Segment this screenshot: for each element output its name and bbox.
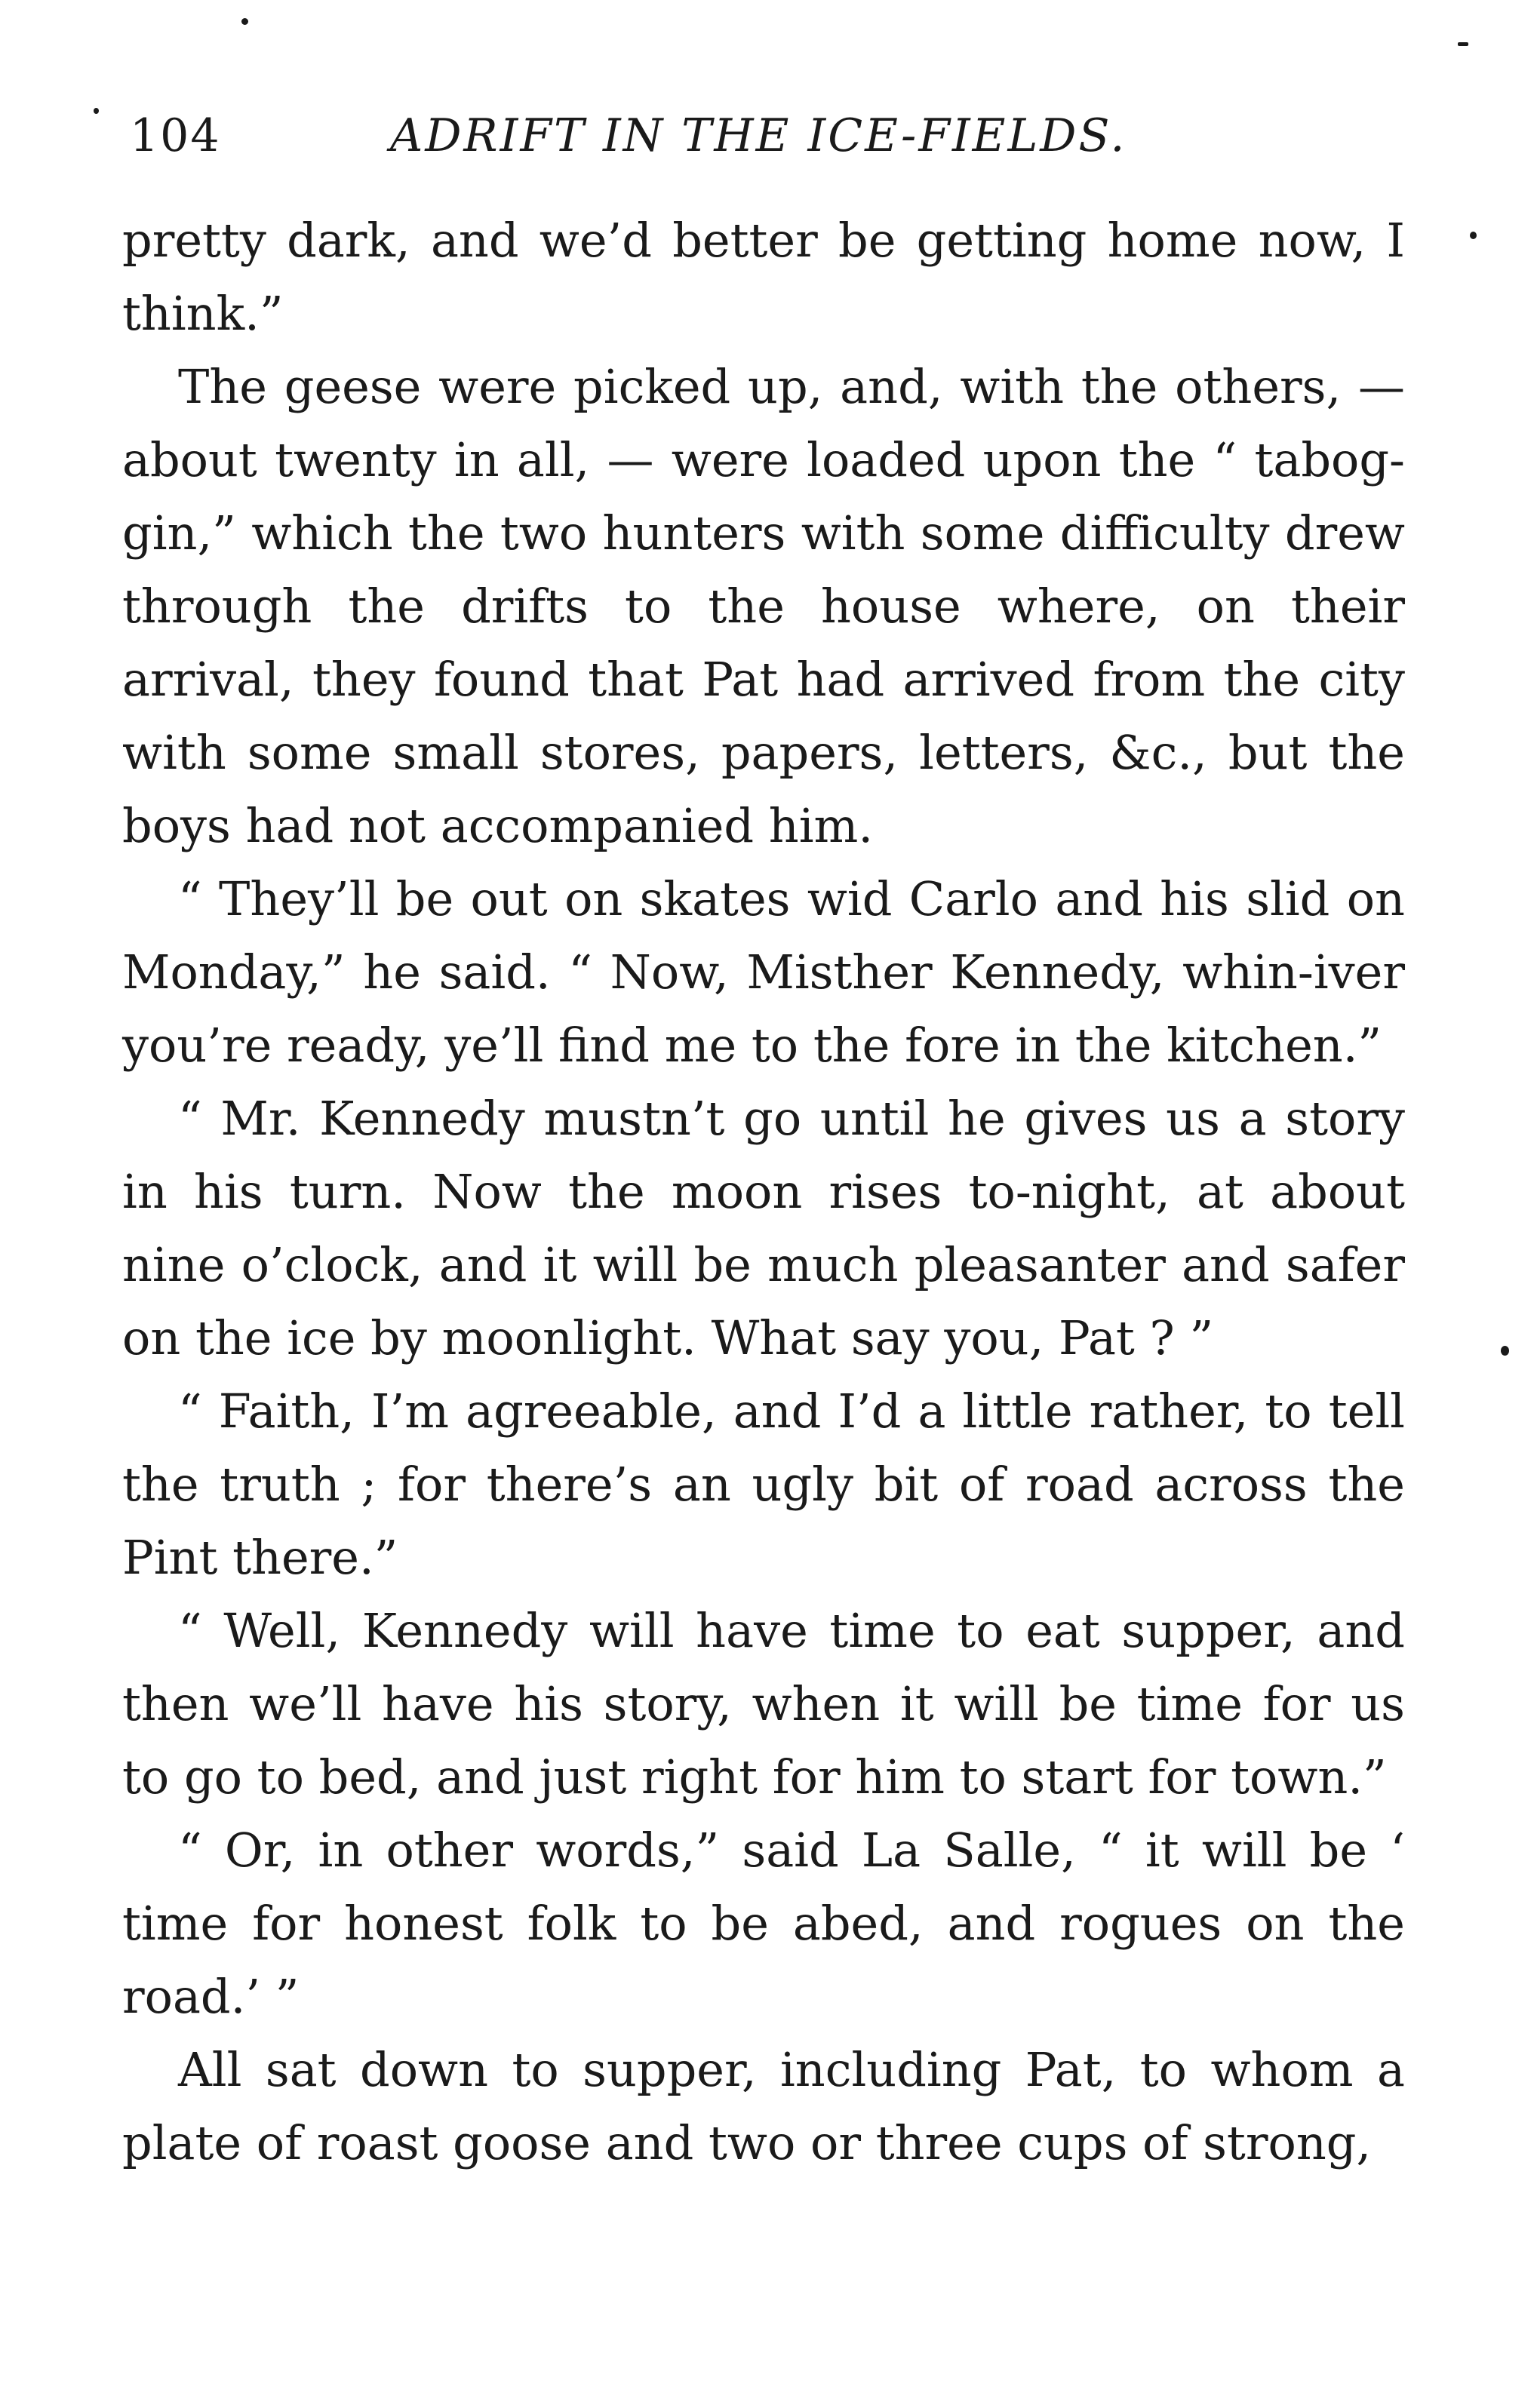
print-speck <box>1501 1346 1509 1356</box>
print-speck <box>241 18 248 25</box>
print-speck <box>94 108 99 114</box>
paragraph: The geese were picked up, and, with the others, — about twenty in all, — were loaded upon the “ tabog-gin,” which the two hunters with some difficulty drew through the drifts to the house where, on their arrival, they found that Pat had arrived from the city with some small stores, papers, letters, &c., but the boys had not accompanied him. <box>122 359 1405 853</box>
running-head <box>130 106 1413 166</box>
paragraph: “ Well, Kennedy will have time to eat supper, and then we’ll have his story, when it will be time for us to go to bed, and just right for him to start for town.” <box>122 1603 1405 1804</box>
paragraph: “ They’ll be out on skates wid Carlo and his slid on Monday,” he said. “ Now, Misther Kennedy, whin-iver you’re ready, ye’ll find me to the fore in the kitchen.” <box>122 871 1405 1073</box>
paragraph: “ Faith, I’m agreeable, and I’d a little rather, to tell the truth ; for there’s an ugly bit of road across the Pint there.” <box>122 1384 1405 1585</box>
body-text <box>122 204 1405 2179</box>
page-number: 104 <box>130 109 221 162</box>
print-speck <box>1470 232 1477 239</box>
running-title: ADRIFT IN THE ICE-FIELDS. <box>390 109 1127 162</box>
paragraph-continued: pretty dark, and we’d better be getting home now, I think.” <box>122 213 1405 341</box>
paragraph: “ Mr. Kennedy mustn’t go until he gives us a story in his turn. Now the moon rises to-night, at about nine o’clock, and it will be much pleasanter and safer on the ice by moonlight. What say you, Pat ? ” <box>122 1091 1405 1365</box>
print-speck <box>1458 42 1468 46</box>
paragraph: “ Or, in other words,” said La Salle, “ it will be ‘ time for honest folk to be abed, and rogues on the road.’ ” <box>122 1823 1405 2024</box>
paragraph: All sat down to supper, including Pat, to whom a plate of roast goose and two or three cups of strong, <box>122 2042 1405 2170</box>
